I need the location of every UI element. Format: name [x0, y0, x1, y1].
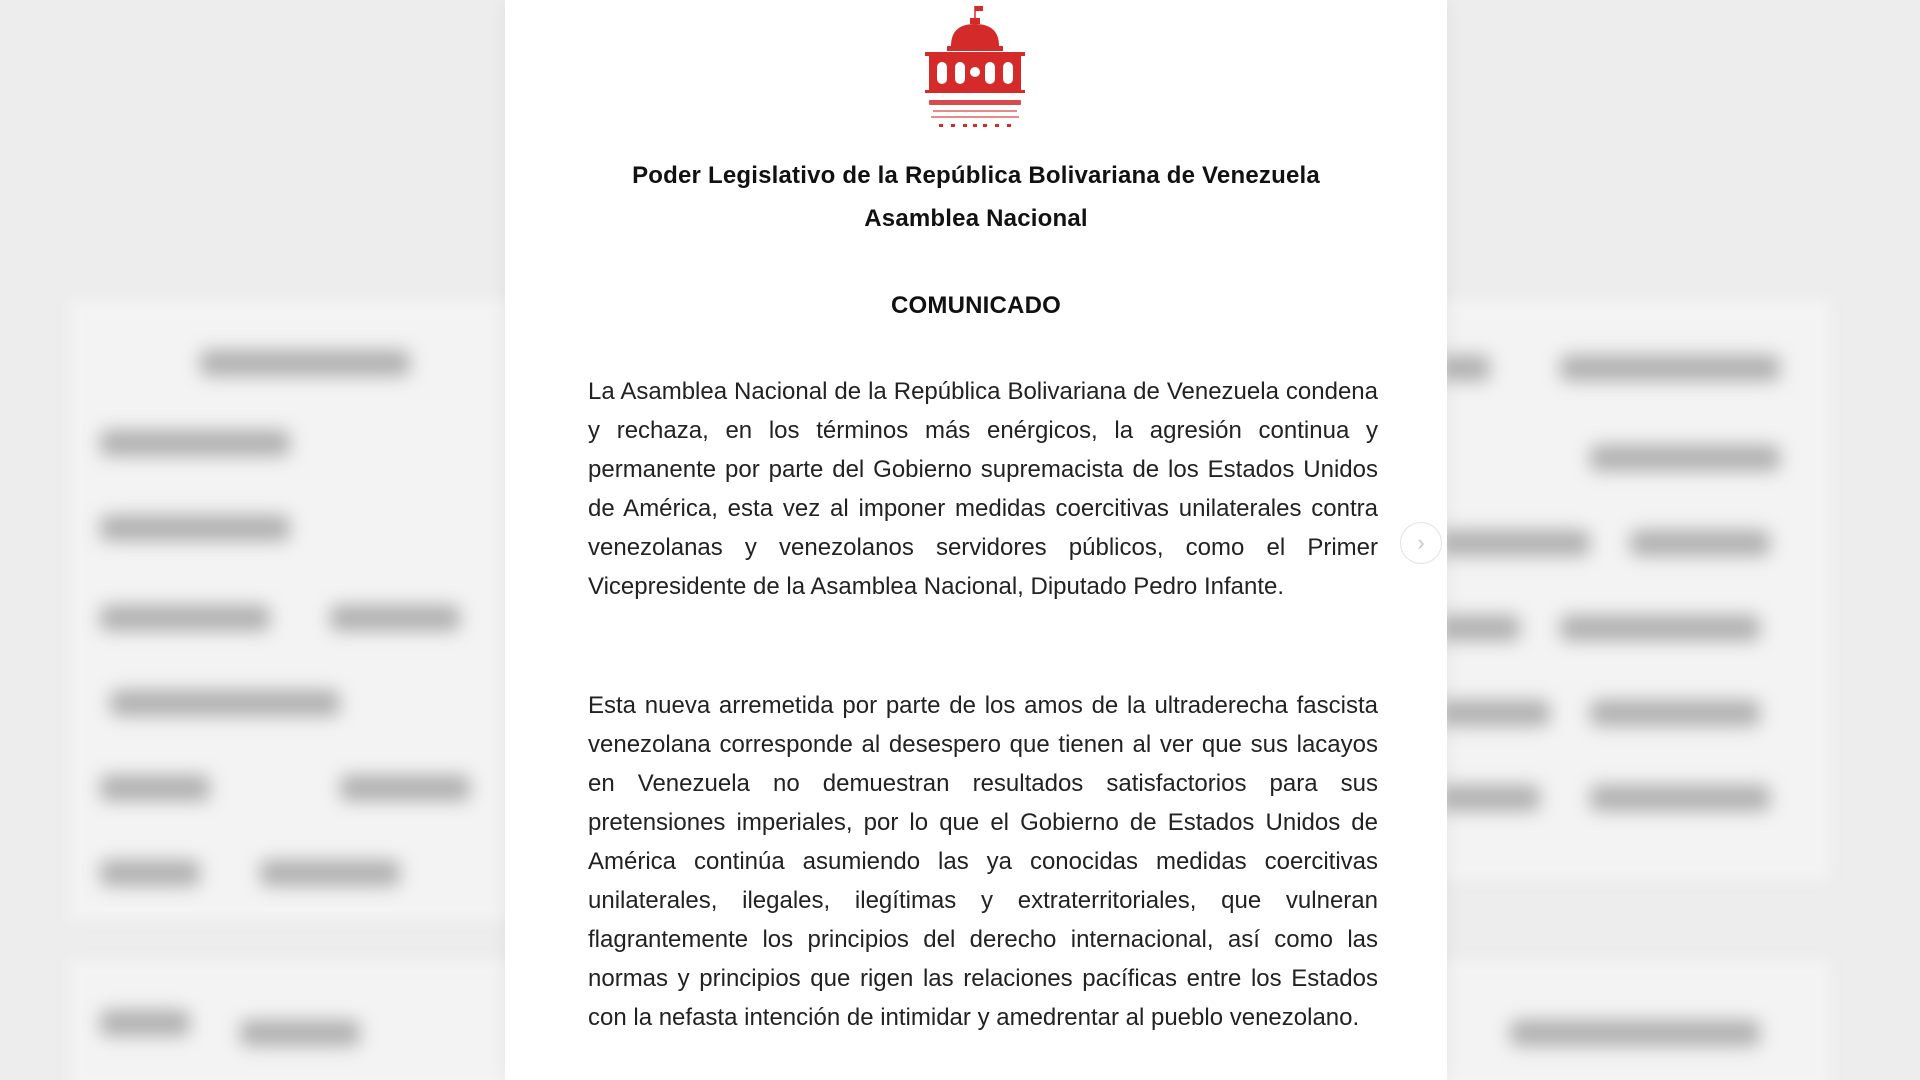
paragraph-1: La Asamblea Nacional de la República Bolivariana de Venezuela condena y rechaza, en los términos más enérgicos, la agresión continua y permanente por parte del Gobierno supremacista de los Estados Unidos de América, esta vez al imponer medidas coercitivas unilaterales contra venezolanas y venezolanos servidores públicos, como el Primer Vicepresidente de la Asamblea Nacional, Diputado Pedro Infante. — [588, 378, 1378, 600]
blurred-text-bar — [100, 775, 210, 801]
next-page-button[interactable] — [1400, 522, 1442, 564]
blurred-text-bar — [1590, 700, 1760, 726]
blurred-text-bar — [1560, 355, 1780, 381]
header-institution: Poder Legislativo de la República Bolivariana de Venezuela — [632, 162, 1320, 189]
blurred-text-bar — [100, 1010, 190, 1036]
paragraph-2: Esta nueva arremetida por parte de los amos de la ultraderecha fascista venezolana corresponde al desespero que tienen al ver que sus lacayos en Venezuela no demuestran resultados satisfactorios para sus pretensiones imperiales, por lo que el Gobierno de Estados Unidos de América continúa asumiendo las ya conocidas medidas coercitivas unilaterales, ilegales, ilegítimas y extraterritoriales, que vulneran flagrantemente los principios del derecho internacional, así como las normas y principios que rigen las relaciones pacíficas entre los Estados con la nefasta intención de intimidar y amedrentar al pueblo venezolano. — [588, 692, 1378, 1031]
document-page — [505, 0, 1447, 1080]
blurred-text-bar — [1440, 530, 1590, 556]
blurred-text-bar — [100, 515, 290, 541]
blurred-text-bar — [1440, 700, 1550, 726]
blurred-text-bar — [1560, 615, 1760, 641]
blurred-text-bar — [100, 860, 200, 886]
blurred-text-bar — [1590, 785, 1770, 811]
asamblea-nacional-logo — [915, 4, 1035, 132]
document-title: COMUNICADO — [891, 292, 1061, 319]
blurred-text-bar — [240, 1020, 360, 1046]
blurred-text-bar — [1440, 615, 1520, 641]
blurred-text-bar — [1510, 1020, 1760, 1046]
blurred-text-bar — [260, 860, 400, 886]
blurred-text-bar — [1440, 785, 1540, 811]
blurred-text-bar — [1440, 355, 1490, 381]
blurred-text-bar — [330, 605, 460, 631]
header-assembly: Asamblea Nacional — [864, 205, 1088, 232]
chevron-right-icon: › — [1417, 530, 1425, 555]
blurred-text-bar — [1630, 530, 1770, 556]
blurred-text-bar — [100, 605, 270, 631]
blurred-text-bar — [340, 775, 470, 801]
blurred-text-bar — [200, 350, 410, 376]
blurred-text-bar — [100, 430, 290, 456]
blurred-text-bar — [1590, 445, 1780, 471]
blurred-text-bar — [110, 690, 340, 716]
